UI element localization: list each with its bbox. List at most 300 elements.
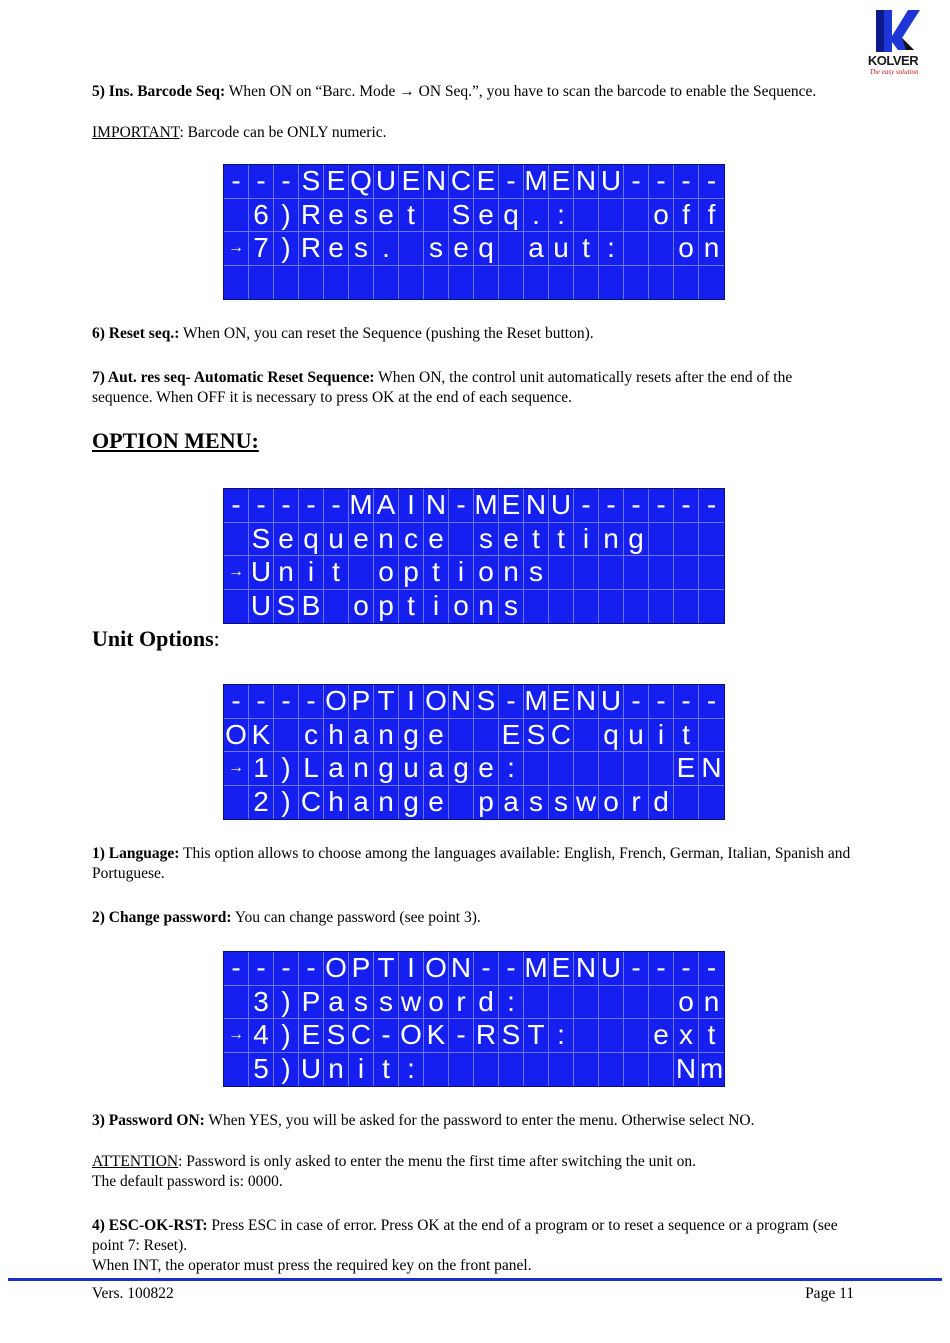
lcd-char-cell: - <box>249 489 274 523</box>
lcd-char-cell <box>699 266 724 300</box>
lcd-char-cell <box>649 752 674 786</box>
lcd-char-cell: a <box>324 752 349 786</box>
lcd-char-cell: s <box>524 786 549 820</box>
lcd-char-cell <box>574 1019 599 1053</box>
lcd-char-cell: - <box>699 165 724 199</box>
lcd-char-cell <box>574 719 599 753</box>
lcd-char-cell: C <box>349 1019 374 1053</box>
paragraph-password-on <box>92 1111 856 1131</box>
lcd-char-cell: n <box>474 590 499 624</box>
lcd-char-cell: h <box>324 786 349 820</box>
lcd-char-cell: e <box>374 199 399 233</box>
lcd-char-cell: P <box>349 952 374 986</box>
lcd-char-cell: e <box>449 232 474 266</box>
lcd-char-cell <box>549 590 574 624</box>
paragraph-change-password <box>92 908 856 928</box>
lcd-char-cell <box>574 556 599 590</box>
lcd-char-cell: e <box>424 523 449 557</box>
lcd-char-cell: g <box>374 752 399 786</box>
lcd-char-cell <box>599 556 624 590</box>
lcd-char-cell: C <box>549 719 574 753</box>
lcd-char-cell: - <box>449 489 474 523</box>
lcd-char-cell <box>524 752 549 786</box>
lcd-char-cell: t <box>524 523 549 557</box>
lcd-char-cell: N <box>574 165 599 199</box>
lcd-char-cell: n <box>349 752 374 786</box>
paragraph-reset-seq <box>92 324 856 344</box>
lcd-char-cell: t <box>549 523 574 557</box>
lcd-char-cell: - <box>699 489 724 523</box>
lcd-char-cell <box>274 719 299 753</box>
lcd-char-cell <box>624 266 649 300</box>
lcd-char-cell: t <box>424 556 449 590</box>
lcd-char-cell: i <box>449 556 474 590</box>
lcd-char-cell: I <box>399 489 424 523</box>
lcd-char-cell: - <box>299 489 324 523</box>
cursor-arrow-icon: → <box>224 232 249 266</box>
lcd-char-cell: - <box>299 685 324 719</box>
lcd-char-cell: i <box>574 523 599 557</box>
lcd-char-cell <box>674 590 699 624</box>
lcd-char-cell: M <box>349 489 374 523</box>
lcd-char-cell <box>624 232 649 266</box>
lcd-char-cell: o <box>599 786 624 820</box>
lcd-char-cell: a <box>349 719 374 753</box>
lcd-char-cell: t <box>324 556 349 590</box>
lcd-char-cell <box>224 590 249 624</box>
lcd-char-cell: U <box>549 489 574 523</box>
lcd-char-cell <box>624 556 649 590</box>
lcd-char-cell: 3 <box>249 986 274 1020</box>
lcd-char-cell: S <box>474 685 499 719</box>
lcd-char-cell: . <box>374 232 399 266</box>
lcd-char-cell <box>549 986 574 1020</box>
lcd-char-cell <box>699 556 724 590</box>
lcd-char-cell: o <box>349 590 374 624</box>
lcd-char-cell <box>549 556 574 590</box>
lcd-char-cell: o <box>674 986 699 1020</box>
lcd-char-cell: - <box>249 952 274 986</box>
lcd-char-cell: M <box>524 952 549 986</box>
lcd-char-cell: - <box>674 489 699 523</box>
lcd-char-cell: U <box>599 165 624 199</box>
lcd-char-cell: : <box>499 986 524 1020</box>
lcd-char-cell: : <box>499 752 524 786</box>
lcd-char-cell: T <box>524 1019 549 1053</box>
lcd-char-cell: g <box>399 786 424 820</box>
lcd-char-cell <box>574 199 599 233</box>
lcd-char-cell <box>549 266 574 300</box>
lcd-char-cell: t <box>374 1053 399 1087</box>
option-menu-heading: OPTION MENU: <box>92 428 259 453</box>
lcd-option-menu-2 <box>223 951 725 1087</box>
lcd-char-cell: - <box>274 489 299 523</box>
lcd-char-cell: - <box>274 685 299 719</box>
lcd-char-cell: - <box>299 952 324 986</box>
lcd-char-cell: ) <box>274 232 299 266</box>
lcd-char-cell: w <box>399 986 424 1020</box>
lcd-char-cell: O <box>324 952 349 986</box>
lcd-char-cell: - <box>624 952 649 986</box>
lcd-char-cell <box>224 266 249 300</box>
lcd-char-cell <box>499 1053 524 1087</box>
lcd-char-cell <box>599 986 624 1020</box>
lcd-char-cell: - <box>274 165 299 199</box>
lcd-char-cell: p <box>374 590 399 624</box>
lcd-char-cell: e <box>649 1019 674 1053</box>
lcd-char-cell: i <box>299 556 324 590</box>
lcd-char-cell: C <box>449 165 474 199</box>
lcd-char-cell: R <box>299 199 324 233</box>
lcd-char-cell: I <box>399 685 424 719</box>
lcd-char-cell: a <box>324 986 349 1020</box>
lcd-char-cell: - <box>449 1019 474 1053</box>
paragraph-barcode-seq <box>92 82 856 102</box>
lcd-char-cell <box>224 199 249 233</box>
lcd-char-cell: - <box>624 685 649 719</box>
lcd-char-cell: u <box>399 752 424 786</box>
lcd-char-cell: - <box>699 952 724 986</box>
lcd-char-cell: U <box>599 685 624 719</box>
lcd-char-cell <box>674 786 699 820</box>
lcd-char-cell: U <box>599 952 624 986</box>
lcd-char-cell: - <box>649 685 674 719</box>
lcd-char-cell <box>224 523 249 557</box>
lcd-char-cell <box>399 232 424 266</box>
lcd-char-cell <box>224 986 249 1020</box>
lcd-char-cell: B <box>299 590 324 624</box>
lcd-char-cell: S <box>274 590 299 624</box>
lcd-char-cell <box>349 556 374 590</box>
lcd-char-cell: N <box>424 165 449 199</box>
paragraph-text: When ON on “Barc. Mode → ON Seq.”, you have to scan the barcode to enable the Sequence. <box>225 83 817 100</box>
lcd-char-cell: N <box>574 952 599 986</box>
lcd-char-cell: n <box>499 556 524 590</box>
lcd-char-cell: c <box>299 719 324 753</box>
lcd-char-cell: o <box>474 556 499 590</box>
lcd-char-cell: E <box>499 489 524 523</box>
paragraph-text: Press ESC in case of error. Press OK at the end of a program or to reset a sequence or a program (see point 7: Reset). <box>92 1217 838 1254</box>
lcd-char-cell: - <box>574 489 599 523</box>
lcd-char-cell: K <box>424 1019 449 1053</box>
lcd-char-cell: - <box>474 952 499 986</box>
lcd-char-cell: S <box>299 165 324 199</box>
lcd-char-cell: i <box>424 590 449 624</box>
lcd-char-cell: - <box>224 685 249 719</box>
lcd-char-cell: t <box>574 232 599 266</box>
lcd-char-cell: E <box>474 165 499 199</box>
lcd-char-cell: n <box>374 719 399 753</box>
brand-name: KOLVER <box>867 53 919 68</box>
lcd-char-cell: R <box>299 232 324 266</box>
lcd-char-cell <box>674 523 699 557</box>
lcd-char-cell: A <box>374 489 399 523</box>
lcd-char-cell: E <box>324 165 349 199</box>
lcd-char-cell <box>649 986 674 1020</box>
lcd-char-cell: U <box>374 165 399 199</box>
lcd-char-cell: n <box>374 523 399 557</box>
lcd-char-cell: e <box>324 199 349 233</box>
lcd-char-cell <box>649 232 674 266</box>
lcd-char-cell <box>449 1053 474 1087</box>
lcd-char-cell <box>524 1053 549 1087</box>
lcd-char-cell: L <box>299 752 324 786</box>
lcd-char-cell: g <box>399 719 424 753</box>
lcd-char-cell: M <box>524 165 549 199</box>
lcd-char-cell <box>624 199 649 233</box>
cursor-arrow-icon: → <box>224 556 249 590</box>
lcd-char-cell: a <box>349 786 374 820</box>
lcd-char-cell: ) <box>274 986 299 1020</box>
lcd-char-cell: : <box>549 1019 574 1053</box>
lcd-char-cell: S <box>249 523 274 557</box>
lcd-char-cell: - <box>649 952 674 986</box>
lcd-char-cell <box>374 266 399 300</box>
lcd-char-cell: K <box>249 719 274 753</box>
lcd-char-cell: p <box>399 556 424 590</box>
lcd-char-cell: f <box>699 199 724 233</box>
lcd-char-cell: U <box>249 556 274 590</box>
lcd-char-cell: q <box>599 719 624 753</box>
lcd-char-cell: N <box>674 1053 699 1087</box>
lcd-char-cell: e <box>424 719 449 753</box>
lcd-char-cell: - <box>224 489 249 523</box>
lcd-char-cell <box>224 1053 249 1087</box>
lcd-char-cell: - <box>649 489 674 523</box>
lcd-char-cell: s <box>499 590 524 624</box>
lcd-char-cell <box>274 266 299 300</box>
lcd-char-cell <box>599 590 624 624</box>
unit-options-colon: : <box>213 626 220 651</box>
lcd-char-cell <box>499 232 524 266</box>
lcd-char-cell <box>549 752 574 786</box>
lcd-options-menu <box>223 684 725 820</box>
paragraph-aut-res-seq <box>92 368 856 408</box>
lcd-char-cell <box>699 786 724 820</box>
lcd-char-cell: E <box>299 1019 324 1053</box>
paragraph-text: This option allows to choose among the languages available: English, French, German, Italian, Spanish and Portuguese. <box>92 845 851 882</box>
lcd-char-cell <box>599 266 624 300</box>
lcd-char-cell: h <box>324 719 349 753</box>
lcd-char-cell: N <box>574 685 599 719</box>
lcd-char-cell: - <box>649 165 674 199</box>
lcd-char-cell: e <box>324 232 349 266</box>
lcd-char-cell: s <box>374 986 399 1020</box>
paragraph-label: 4) ESC-OK-RST: <box>92 1217 208 1234</box>
lcd-char-cell <box>574 266 599 300</box>
lcd-char-cell <box>499 266 524 300</box>
lcd-char-cell: w <box>574 786 599 820</box>
lcd-char-cell <box>224 786 249 820</box>
lcd-char-cell <box>649 1053 674 1087</box>
lcd-char-cell: - <box>274 952 299 986</box>
unit-options-label: Unit Options <box>92 626 214 651</box>
lcd-char-cell <box>649 590 674 624</box>
lcd-char-cell: - <box>699 685 724 719</box>
unit-options-heading <box>92 626 220 652</box>
lcd-char-cell: E <box>549 685 574 719</box>
lcd-char-cell: q <box>299 523 324 557</box>
lcd-char-cell: T <box>374 952 399 986</box>
lcd-char-cell: E <box>549 952 574 986</box>
lcd-char-cell: a <box>524 232 549 266</box>
lcd-char-cell: Q <box>349 165 374 199</box>
lcd-char-cell: E <box>674 752 699 786</box>
lcd-char-cell <box>699 719 724 753</box>
lcd-char-cell: N <box>699 752 724 786</box>
lcd-char-cell: q <box>474 232 499 266</box>
lcd-char-cell <box>524 986 549 1020</box>
paragraph-language <box>92 844 856 884</box>
lcd-char-cell <box>624 1053 649 1087</box>
lcd-char-cell: e <box>424 786 449 820</box>
lcd-char-cell: M <box>524 685 549 719</box>
lcd-char-cell: - <box>324 489 349 523</box>
lcd-char-cell: . <box>524 199 549 233</box>
lcd-char-cell: 7 <box>249 232 274 266</box>
lcd-char-cell <box>649 523 674 557</box>
lcd-char-cell: u <box>624 719 649 753</box>
lcd-char-cell <box>474 266 499 300</box>
paragraph-label: 5) Ins. Barcode Seq: <box>92 83 226 100</box>
lcd-char-cell: o <box>649 199 674 233</box>
lcd-char-cell: e <box>349 523 374 557</box>
lcd-char-cell: P <box>349 685 374 719</box>
lcd-char-cell <box>649 556 674 590</box>
lcd-char-cell: e <box>474 199 499 233</box>
lcd-char-cell: - <box>674 952 699 986</box>
lcd-char-cell: s <box>349 199 374 233</box>
lcd-char-cell: n <box>274 556 299 590</box>
lcd-char-cell: i <box>349 1053 374 1087</box>
lcd-char-cell: O <box>424 685 449 719</box>
lcd-char-cell: g <box>624 523 649 557</box>
lcd-char-cell: 2 <box>249 786 274 820</box>
lcd-sequence-menu <box>223 164 725 300</box>
lcd-char-cell: n <box>699 232 724 266</box>
lcd-char-cell: p <box>474 786 499 820</box>
lcd-char-cell: T <box>374 685 399 719</box>
lcd-char-cell: C <box>299 786 324 820</box>
lcd-char-cell: o <box>674 232 699 266</box>
lcd-char-cell: S <box>449 199 474 233</box>
lcd-char-cell: n <box>599 523 624 557</box>
important-label: IMPORTANT <box>92 124 180 141</box>
lcd-char-cell: t <box>699 1019 724 1053</box>
attention-label: ATTENTION <box>92 1153 179 1170</box>
lcd-char-cell: N <box>449 685 474 719</box>
lcd-char-cell: t <box>674 719 699 753</box>
attention-text: : Password is only asked to enter the menu the first time after switching the unit on. <box>178 1153 696 1170</box>
lcd-char-cell: E <box>499 719 524 753</box>
lcd-char-cell: o <box>449 590 474 624</box>
lcd-char-cell <box>449 719 474 753</box>
lcd-char-cell: g <box>449 752 474 786</box>
lcd-char-cell: n <box>324 1053 349 1087</box>
lcd-char-cell: I <box>399 952 424 986</box>
paragraph-text: When ON, you can reset the Sequence (pushing the Reset button). <box>179 325 594 342</box>
lcd-char-cell <box>349 266 374 300</box>
paragraph-label: 6) Reset seq.: <box>92 325 180 342</box>
lcd-char-cell: t <box>399 199 424 233</box>
footer-rule <box>8 1278 942 1281</box>
cursor-arrow-icon: → <box>224 1019 249 1053</box>
lcd-char-cell <box>574 986 599 1020</box>
lcd-char-cell: P <box>299 986 324 1020</box>
lcd-char-cell: n <box>699 986 724 1020</box>
lcd-char-cell: - <box>224 165 249 199</box>
paragraph-label: 1) Language: <box>92 845 180 862</box>
lcd-char-cell <box>574 590 599 624</box>
lcd-char-cell <box>574 752 599 786</box>
lcd-char-cell: t <box>399 590 424 624</box>
lcd-char-cell: s <box>424 232 449 266</box>
lcd-char-cell <box>249 266 274 300</box>
lcd-char-cell: e <box>474 752 499 786</box>
lcd-char-cell: s <box>524 556 549 590</box>
lcd-char-cell: M <box>474 489 499 523</box>
lcd-char-cell: S <box>499 1019 524 1053</box>
lcd-char-cell <box>599 199 624 233</box>
lcd-char-cell <box>324 590 349 624</box>
lcd-char-cell: - <box>249 685 274 719</box>
lcd-char-cell: U <box>249 590 274 624</box>
lcd-char-cell <box>424 199 449 233</box>
lcd-char-cell: - <box>624 489 649 523</box>
lcd-char-cell: N <box>449 952 474 986</box>
cursor-arrow-icon: → <box>224 752 249 786</box>
lcd-char-cell <box>299 266 324 300</box>
lcd-char-cell: e <box>274 523 299 557</box>
lcd-char-cell: O <box>324 685 349 719</box>
lcd-char-cell: - <box>249 165 274 199</box>
lcd-char-cell: r <box>449 986 474 1020</box>
lcd-char-cell: E <box>549 165 574 199</box>
lcd-char-cell: u <box>324 523 349 557</box>
lcd-char-cell: S <box>524 719 549 753</box>
lcd-char-cell <box>699 590 724 624</box>
lcd-char-cell <box>699 523 724 557</box>
important-text: : Barcode can be ONLY numeric. <box>179 124 387 141</box>
lcd-char-cell <box>449 523 474 557</box>
lcd-char-cell: - <box>499 952 524 986</box>
lcd-char-cell: N <box>424 489 449 523</box>
lcd-char-cell: - <box>499 165 524 199</box>
lcd-char-cell: ) <box>274 1053 299 1087</box>
lcd-char-cell: S <box>324 1019 349 1053</box>
lcd-main-menu <box>223 488 725 624</box>
lcd-char-cell: i <box>649 719 674 753</box>
lcd-char-cell <box>649 266 674 300</box>
lcd-char-cell: : <box>599 232 624 266</box>
lcd-char-cell: : <box>549 199 574 233</box>
lcd-char-cell: ) <box>274 1019 299 1053</box>
lcd-char-cell: - <box>674 685 699 719</box>
lcd-char-cell <box>624 986 649 1020</box>
brand-tagline: The easy solution <box>869 68 919 76</box>
lcd-char-cell: 6 <box>249 199 274 233</box>
lcd-char-cell <box>599 1053 624 1087</box>
lcd-char-cell: d <box>474 986 499 1020</box>
lcd-char-cell <box>574 1053 599 1087</box>
paragraph-esc-ok-rst <box>92 1216 856 1256</box>
lcd-char-cell: U <box>299 1053 324 1087</box>
lcd-char-cell: 4 <box>249 1019 274 1053</box>
lcd-char-cell: O <box>399 1019 424 1053</box>
lcd-char-cell: s <box>349 232 374 266</box>
lcd-char-cell: - <box>599 489 624 523</box>
lcd-char-cell <box>424 1053 449 1087</box>
